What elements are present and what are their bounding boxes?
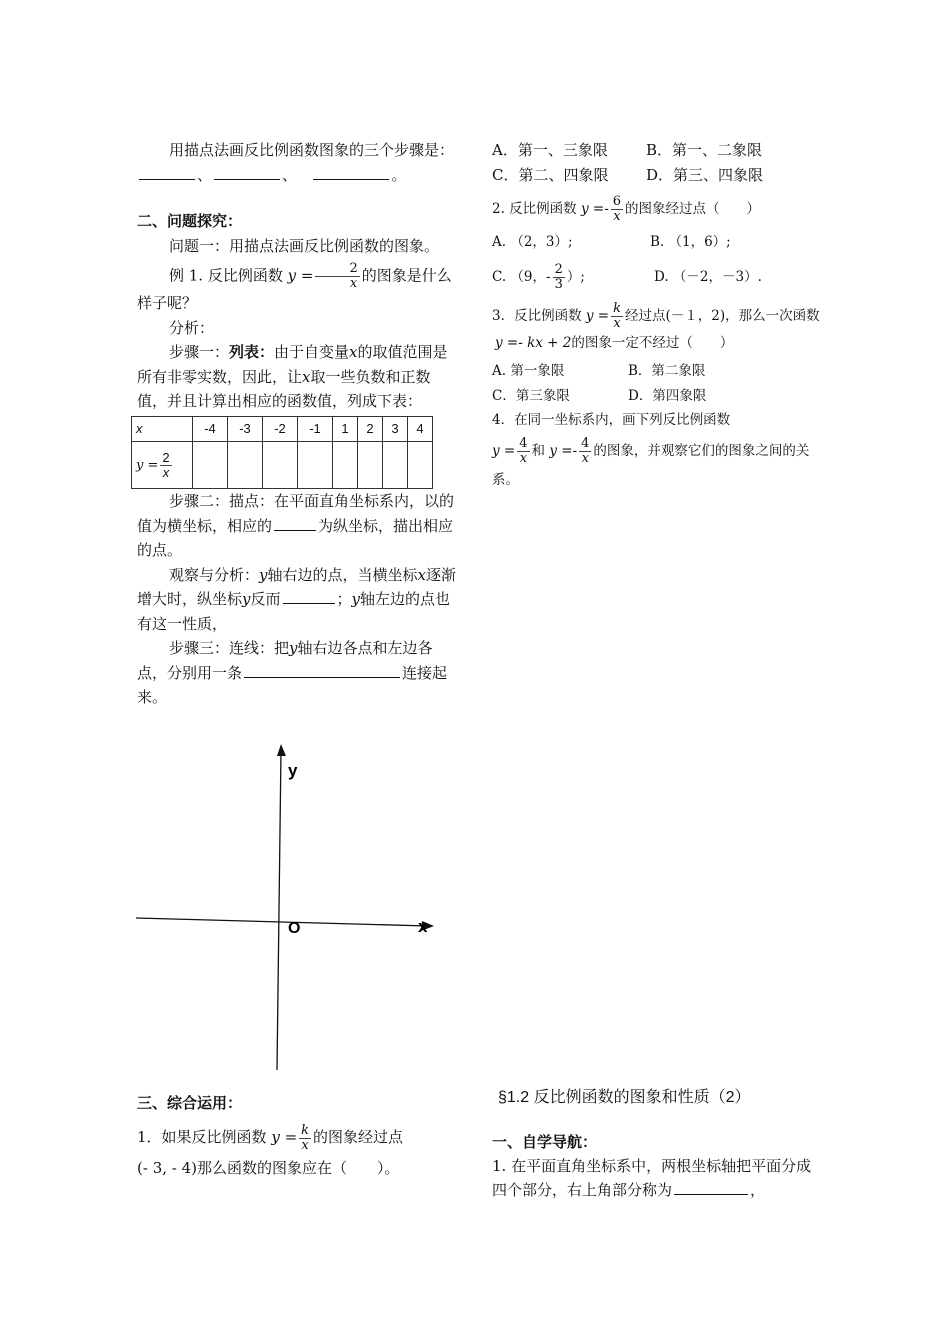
table-x-value: -3: [228, 416, 263, 442]
question4-cont: y = $\frac{4}{x}$ 和 y =- $\frac{4}{x}$ 的图象，并观察它们的图象之间的关系。: [492, 435, 810, 488]
q2-option-d[interactable]: D. （－2，－3）.: [654, 268, 762, 285]
table-x-value: -1: [298, 416, 333, 442]
step2: 步骤二：描点：在平面直角坐标系内，以的值为横坐标，相应的 为纵坐标，描出相应的点。: [137, 492, 455, 559]
option-d[interactable]: D．第三、四象限: [646, 165, 764, 184]
example1: 例 1. 反比例函数 y = $\frac{2}{x}$ 的图象是什么样子呢？: [137, 261, 452, 312]
problem1-cont: (- 3, - 4)那么函数的图象应在（ ）。: [137, 1158, 400, 1177]
fraction-2-over-x: $\frac{2}{x}$: [315, 262, 359, 291]
option-a[interactable]: A．第一、三象限: [492, 141, 608, 159]
q2-option-c[interactable]: C. （9，- $\frac{2}{3}$ ）;: [492, 261, 585, 292]
y-axis-label: y: [288, 761, 298, 780]
q1-options-row2: [492, 163, 822, 188]
left-column: [137, 138, 460, 710]
section2-title: 二、问题探究：: [137, 212, 243, 230]
table-x-value: 1: [333, 416, 358, 442]
origin-label: O: [288, 920, 301, 937]
blank-step1[interactable]: [139, 164, 195, 180]
table-x-value: 3: [383, 416, 408, 442]
section3: [137, 1088, 460, 1183]
table-head-x: x: [132, 416, 193, 442]
table-x-value: 2: [358, 416, 383, 442]
table-y-cell[interactable]: [298, 442, 333, 489]
table-y-cell[interactable]: [228, 442, 263, 489]
coordinate-axes: [130, 740, 440, 1075]
q3-option-a[interactable]: A. 第一象限: [492, 363, 565, 379]
q3-option-b[interactable]: B．第二象限: [628, 363, 706, 379]
x-axis-label: x: [418, 917, 428, 936]
x-axis-line: [136, 918, 428, 926]
table-y-cell[interactable]: [193, 442, 228, 489]
q3-option-c[interactable]: C．第三象限: [492, 387, 570, 404]
table-head-y: y = $\frac{2}{x}$: [132, 442, 193, 489]
q3-options-row2: [492, 384, 822, 409]
step3: 步骤三：连线：把y轴右边各点和左边各点，分别用一条 连接起来。: [137, 639, 448, 706]
blank-curve[interactable]: [244, 662, 400, 678]
step1: 步骤一：列表：由于自变量x的取值范围是所有非零实数，因此，让x取一些负数和正数值，并且计算出相应的函数值，列成下表：: [137, 343, 448, 410]
q1-options-row1: [492, 138, 822, 163]
blank-ordinate[interactable]: [274, 515, 316, 531]
analysis-label: 分析：: [169, 318, 215, 337]
table-y-cell[interactable]: [358, 442, 383, 489]
y-axis-arrow: [277, 744, 286, 756]
q3-options-row1: [492, 359, 822, 384]
question1: 问题一：用描点法画反比例函数的图象。: [169, 236, 440, 255]
q2-options-row1: [492, 230, 822, 255]
y-axis-line: [277, 750, 281, 1070]
q3-option-d[interactable]: D．第四象限: [628, 387, 707, 404]
blank-step3[interactable]: [313, 164, 389, 180]
q2-option-a[interactable]: A. （2，3）;: [492, 234, 573, 250]
table-y-cell[interactable]: [333, 442, 358, 489]
right-column: [492, 138, 822, 494]
intro-paragraph: 用描点法画反比例函数图象的三个步骤是：、 、 。: [137, 138, 460, 187]
self-study-title: 一、自学导航：: [492, 1133, 598, 1151]
table-x-value: -4: [193, 416, 228, 442]
table-y-cell[interactable]: [263, 442, 298, 489]
lesson-title: §1.2 反比例函数的图象和性质（2）: [498, 1089, 751, 1106]
q2-option-b[interactable]: B. （1，6）;: [650, 234, 731, 250]
table-x-value: 4: [408, 416, 433, 442]
option-c[interactable]: C．第二、四象限: [492, 165, 609, 184]
question4: 4．在同一坐标系内，画下列反比例函数: [492, 412, 731, 428]
table-y-cell[interactable]: [408, 442, 433, 489]
option-b[interactable]: B．第一、二象限: [646, 141, 763, 159]
question2: 2. 反比例函数 y =- $\frac{6}{x}$ 的图象经过点（ ）: [492, 194, 761, 224]
question3: 3．反比例函数 y = $\frac{k}{x}$ 经过点(－１，2)，那么一次函数y =- kx + 2的图象一定不经过（ ）: [492, 300, 820, 351]
self-study-q1: 1. 在平面直角坐标系中，两根坐标轴把平面分成四个部分，右上角部分称为 ，: [492, 1157, 812, 1199]
table-y-cell[interactable]: [383, 442, 408, 489]
next-lesson: [492, 1086, 822, 1202]
observation: 观察与分析：y轴右边的点，当横坐标x逐渐增大时，纵坐标y反而 ；y轴左边的点也有这一性质，: [137, 565, 456, 633]
table-x-value: -2: [263, 416, 298, 442]
problem1: 1．如果反比例函数 y = $\frac{k}{x}$ 的图象经过点: [137, 1122, 404, 1153]
section3-title: 三、综合运用：: [137, 1094, 243, 1112]
value-table: [131, 416, 433, 490]
q2-options-row2: [492, 263, 822, 292]
blank-step2[interactable]: [214, 164, 280, 180]
blank-trend[interactable]: [283, 588, 335, 604]
blank-quadrant[interactable]: [674, 1179, 748, 1195]
